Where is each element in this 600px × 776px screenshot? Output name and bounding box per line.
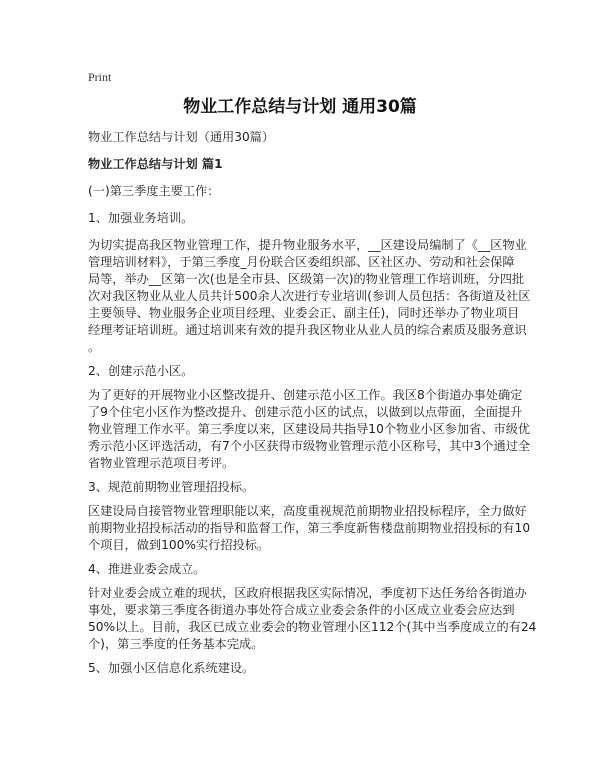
paragraph-line: 为了更好的开展物业小区整改提升、创建示范小区工作。我区8个街道办事处确定 <box>88 388 523 402</box>
section-heading-text: 物业工作总结与计划 篇1 <box>88 157 223 171</box>
document-title: 物业工作总结与计划 通用30篇 <box>183 97 417 117</box>
paragraph-line: 事处，要求第三季度各街道办事处符合成立业委会条件的小区成立业委会应达到 <box>88 603 515 617</box>
document-body <box>88 129 588 677</box>
paragraph-line: 前期物业招投标活动的指导和监督工作，第三季度新售楼盘前期物业招投标的有10 <box>88 521 531 535</box>
paragraph <box>88 237 588 356</box>
paragraph-line: 次对我区物业从业人员共计500余人次进行专业培训(参训人员包括：各街道及社区 <box>88 289 531 303</box>
item-heading <box>88 561 588 578</box>
paragraph-line: 个项目，做到100%实行招投标。 <box>88 538 270 552</box>
paragraph-line: 管理培训材料》，于第三季度_月份联合区委组织部、区社区办、劳动和社会保障 <box>88 255 515 269</box>
paragraph-line: 省物业管理示范项目考评。 <box>88 456 235 470</box>
paragraph-line: 物业管理工作水平。第三季度以来，区建设局共指导10个物业小区参加省、市级优 <box>88 422 531 436</box>
item-heading <box>88 660 588 677</box>
item-heading-text: 1、加强业务培训。 <box>88 211 194 225</box>
paragraph-line: 。 <box>88 340 101 354</box>
paragraph-line: 针对业委会成立难的现状，区政府根据我区实际情况，季度初下达任务给各街道办 <box>88 586 527 600</box>
part-heading <box>88 183 588 200</box>
item-heading <box>88 479 588 496</box>
paragraph <box>88 503 588 554</box>
paragraph <box>88 585 588 653</box>
section-heading <box>88 156 588 173</box>
item-heading-text: 3、规范前期物业管理招投标。 <box>88 480 255 494</box>
paragraph <box>88 387 588 472</box>
paragraph-line: 50%以上。目前，我区已成立业委会的物业管理小区112个(其中当季度成立的有24 <box>88 620 537 634</box>
paragraph-line: 为切实提高我区物业管理工作，提升物业服务水平，__区建设局编制了《__区物业 <box>88 238 527 252</box>
print-link[interactable]: Print <box>88 70 112 84</box>
item-heading-text: 4、推进业委会成立。 <box>88 562 206 576</box>
subtitle-text: 物业工作总结与计划（通用30篇） <box>88 130 275 144</box>
paragraph-line: 主要领导、物业服务企业项目经理、业委会正、副主任)，同时还举办了物业项目 <box>88 306 520 320</box>
document-subtitle <box>88 129 588 146</box>
item-heading-text: 5、加强小区信息化系统建设。 <box>88 661 255 675</box>
paragraph-line: 了9个住宅小区作为整改提升、创建示范小区的试点，以做到以点带面，全面提升 <box>88 405 523 419</box>
paragraph-line: 个)，第三季度的任务基本完成。 <box>88 637 264 651</box>
item-heading-text: 2、创建示范小区。 <box>88 364 194 378</box>
paragraph-line: 局等，举办__区第一次(也是全市县、区级第一次)的物业管理工作培训班，分四批 <box>88 272 525 286</box>
part-heading-text: (一)第三季度主要工作： <box>88 184 220 198</box>
paragraph-line: 区建设局自接管物业管理职能以来，高度重视规范前期物业招投标程序，全力做好 <box>88 504 527 518</box>
paragraph-line: 经理考证培训班。通过培训来有效的提升我区物业从业人员的综合素质及服务意识 <box>88 323 527 337</box>
paragraph-line: 秀示范小区评选活动，有7个小区获得市级物业管理示范小区称号，其中3个通过全 <box>88 439 531 453</box>
item-heading <box>88 210 588 227</box>
item-heading <box>88 363 588 380</box>
